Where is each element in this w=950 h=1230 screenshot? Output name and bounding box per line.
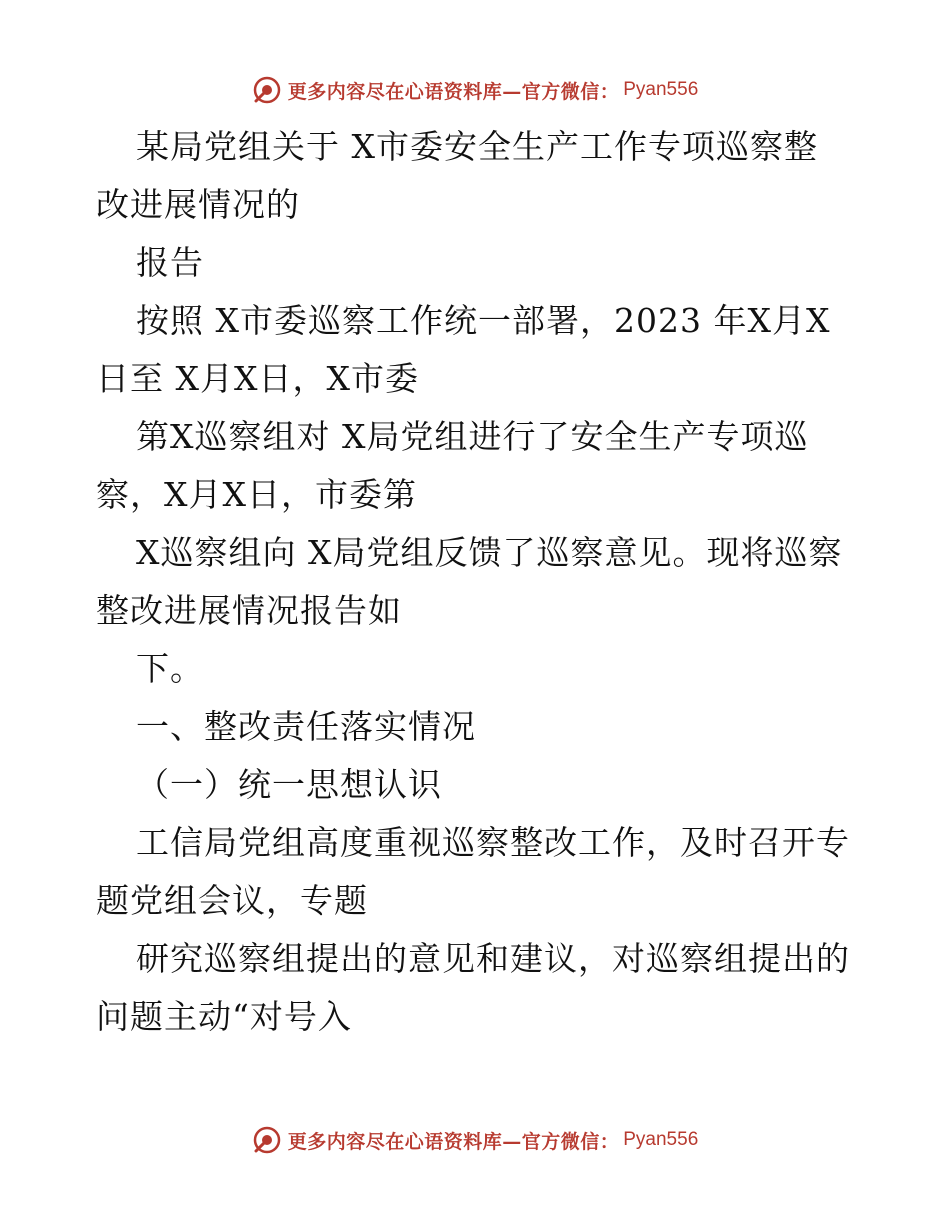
banner-text: 更多内容尽在心语资料库—官方微信：: [287, 80, 620, 103]
doc-line: 按照 X市委巡察工作统一部署，2023 年X月X: [136, 301, 831, 340]
footer-banner: [0, 1120, 950, 1160]
doc-line: 下。: [136, 649, 204, 688]
doc-line: 察，X月X日，市委第: [96, 475, 417, 514]
doc-line: 报告: [136, 243, 204, 282]
doc-line: 改进展情况的: [96, 185, 300, 224]
brush-logo-icon: [252, 1125, 282, 1155]
doc-line: 某局党组关于 X市委安全生产工作专项巡察整: [136, 127, 818, 166]
brush-logo-icon: [252, 75, 282, 105]
banner-text: 更多内容尽在心语资料库—官方微信：: [287, 1130, 620, 1153]
header-banner: [0, 70, 950, 110]
doc-line: 研究巡察组提出的意见和建议，对巡察组提出的: [136, 939, 850, 978]
doc-line: 题党组会议，专题: [96, 881, 368, 920]
doc-line: 工信局党组高度重视巡察整改工作，及时召开专: [136, 823, 850, 862]
doc-line: 问题主动“对号入: [96, 997, 352, 1036]
section-heading: 一、整改责任落实情况: [136, 707, 476, 746]
subsection-heading: （一）统一思想认识: [136, 765, 442, 804]
banner-wechat-id: Pyan556: [623, 79, 699, 100]
doc-line: 日至 X月X日，X市委: [96, 359, 419, 398]
document-body: [96, 118, 856, 1046]
banner-wechat-id: Pyan556: [623, 1129, 699, 1150]
doc-line: X巡察组向 X局党组反馈了巡察意见。现将巡察: [136, 533, 843, 572]
doc-line: 整改进展情况报告如: [96, 591, 402, 630]
doc-line: 第X巡察组对 X局党组进行了安全生产专项巡: [136, 417, 809, 456]
